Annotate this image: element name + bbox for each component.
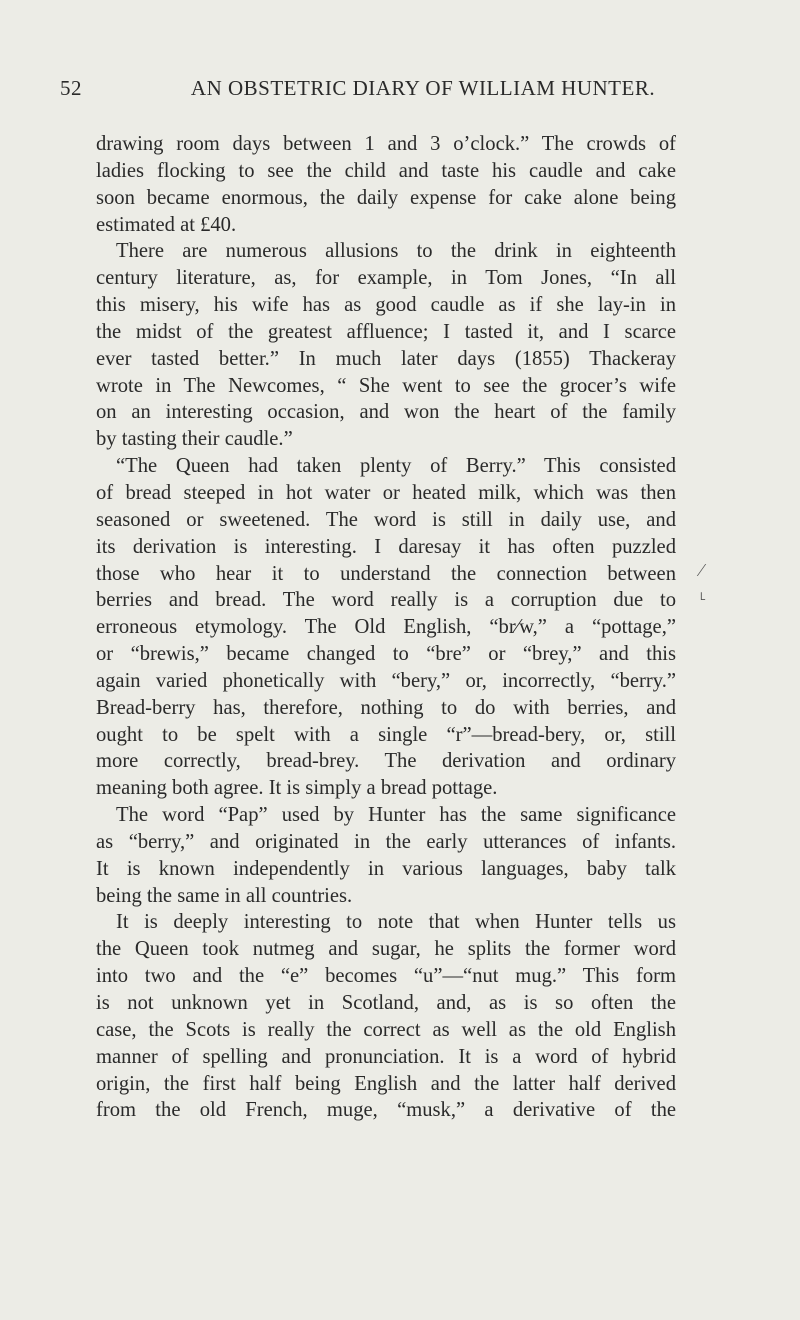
text-line: on an interesting occasion, and won the heart of the family — [96, 401, 676, 424]
text-line: century literature, as, for example, in Tom Jones, “In all — [96, 267, 676, 290]
text-line: from the old French, muge, “musk,” a derivative of the — [96, 1099, 676, 1122]
text-line: this misery, his wife has as good caudle as if she lay-in in — [96, 294, 676, 317]
text-line: by tasting their caudle.” — [96, 428, 293, 451]
text-line: meaning both agree. It is simply a bread pottage. — [96, 777, 498, 800]
text-line: Bread-berry has, therefore, nothing to do with berries, and — [96, 696, 676, 719]
body-text — [96, 131, 676, 1124]
text-line: the midst of the greatest affluence; I tasted it, and I scarce — [96, 320, 676, 343]
page-number: 52 — [60, 76, 82, 100]
text-line: into two and the “e” becomes “u”—“nut mug.” This form — [96, 965, 676, 988]
text-line: its derivation is interesting. I daresay it has often puzzled — [96, 535, 676, 558]
text-line: The word “Pap” used by Hunter has the same significance — [116, 804, 676, 827]
text-line: drawing room days between 1 and 3 o’clock.” The crowds of — [96, 133, 676, 155]
text-line: It is deeply interesting to note that when Hunter tells us — [116, 911, 676, 934]
text-line: ladies flocking to see the child and taste his caudle and cake — [96, 159, 676, 182]
text-line: is not unknown yet in Scotland, and, as is so often the — [96, 992, 676, 1014]
text-line: being the same in all countries. — [96, 884, 353, 907]
text-line: again varied phonetically with “bery,” or, incorrectly, “berry.” — [96, 669, 676, 692]
running-title: AN OBSTETRIC DIARY OF WILLIAM HUNTER. — [190, 76, 656, 100]
margin-mark: ˪ — [700, 584, 706, 604]
text-line: soon became enormous, the daily expense for cake alone being — [96, 186, 676, 209]
text-line: seasoned or sweetened. The word is still in daily use, and — [96, 508, 676, 531]
text-line: There are numerous allusions to the drink in eighteenth — [116, 240, 676, 263]
text-line: It is known independently in various languages, baby talk — [96, 857, 676, 880]
text-line: origin, the first half being English and the latter half derived — [96, 1072, 676, 1095]
text-line: the Queen took nutmeg and sugar, he splits the former word — [96, 938, 676, 961]
text-line: berries and bread. The word really is a corruption due to — [96, 589, 676, 612]
text-line: or “brewis,” became changed to “bre” or “brey,” and this — [96, 643, 676, 666]
text-line: of bread steeped in hot water or heated milk, which was then — [96, 481, 676, 504]
text-line: wrote in The Newcomes, “ She went to see the grocer’s wife — [96, 374, 676, 397]
text-line: more correctly, bread-brey. The derivation and ordinary — [96, 750, 676, 773]
running-header — [60, 76, 740, 106]
text-line: erroneous etymology. The Old English, “br⁄w,” a “pottage,” — [96, 616, 676, 639]
text-line: as “berry,” and originated in the early utterances of infants. — [96, 830, 676, 853]
text-line: “The Queen had taken plenty of Berry.” This consisted — [116, 455, 676, 478]
text-line: those who hear it to understand the connection between — [96, 562, 676, 585]
text-line: estimated at £40. — [96, 213, 237, 236]
margin-mark: ⁄ — [700, 560, 704, 580]
text-line: manner of spelling and pronunciation. It is a word of hybrid — [96, 1045, 676, 1068]
text-line: ought to be spelt with a single “r”—bread-bery, or, still — [96, 723, 676, 746]
text-line: ever tasted better.” In much later days (1855) Thackeray — [96, 347, 676, 370]
text-line: case, the Scots is really the correct as well as the old English — [96, 1018, 676, 1041]
